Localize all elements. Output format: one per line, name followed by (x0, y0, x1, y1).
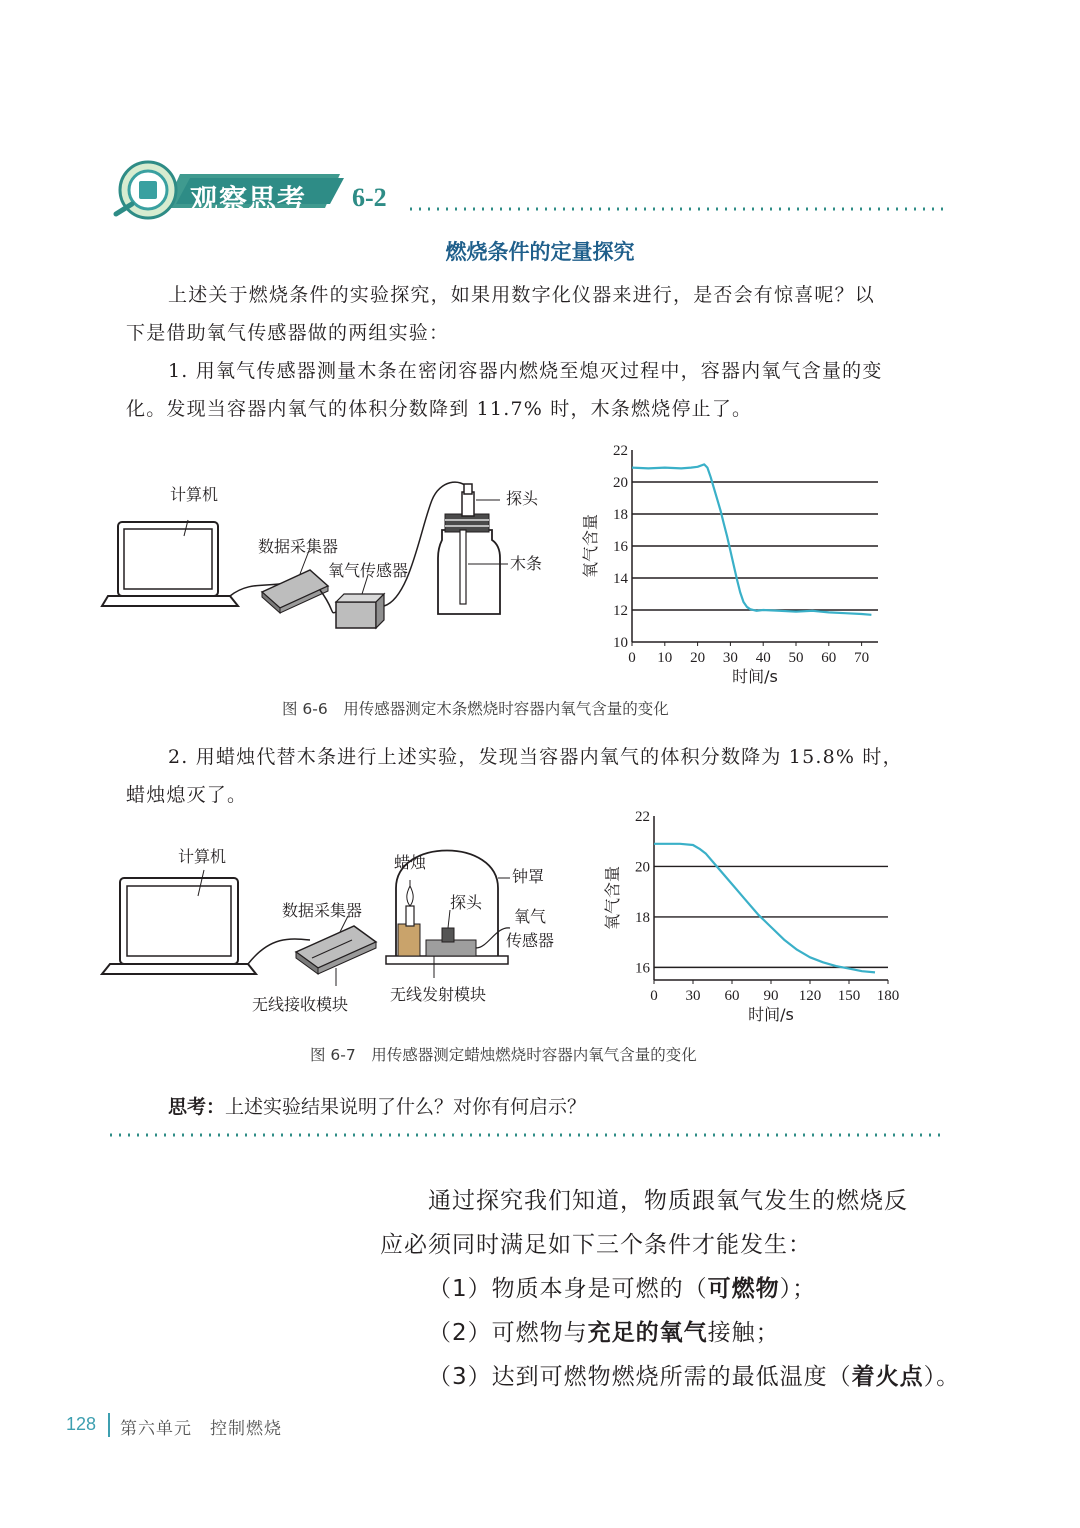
figure1-apparatus (100, 470, 570, 650)
label2-probe: 探头 (450, 893, 483, 912)
condition-3-pre: （3）达到可燃物燃烧所需的最低温度（ (428, 1364, 852, 1390)
chart2-x-tick-label: 180 (876, 988, 900, 1004)
exp2-line2: 蜡烛熄灭了。 (126, 784, 248, 806)
exp1-line1: 1. 用氧气传感器测量木条在密闭容器内燃烧至熄灭过程中，容器内氧气含量的变 (168, 360, 883, 382)
label2-candle: 蜡烛 (394, 853, 427, 872)
summary-line2: 应必须同时满足如下三个条件才能发生： (380, 1232, 812, 1258)
condition-2 (428, 1314, 780, 1347)
chart1-x-tick-label: 0 (628, 650, 636, 666)
section-divider (108, 1132, 942, 1138)
chart2-x-tick-label: 120 (798, 988, 822, 1004)
chart2-y-tick-label: 18 (635, 909, 650, 926)
label2-collector: 数据采集器 (282, 901, 363, 920)
condition-2-key: 充足的氧气 (587, 1320, 708, 1346)
banner-title: 观察思考 (190, 183, 307, 216)
intro-line2: 下是借助氧气传感器做的两组实验： (126, 322, 450, 344)
condition-1-post: ）； (779, 1276, 817, 1302)
exp1-line2: 化。发现当容器内氧气的体积分数降到 11.7% 时，木条燃烧停止了。 (126, 398, 753, 420)
intro-line1: 上述关于燃烧条件的实验探究，如果用数字化仪器来进行，是否会有惊喜呢？以 (168, 284, 876, 306)
chart2-x-tick-label: 90 (763, 988, 779, 1004)
footer-unit: 第六单元 控制燃烧 (120, 1419, 282, 1439)
label2-transmitter: 无线发射模块 (390, 985, 487, 1004)
condition-2-pre: （2）可燃物与 (428, 1320, 588, 1346)
chart1-y-tick-label: 22 (613, 443, 628, 459)
chart2-series-line (654, 844, 875, 973)
summary-line1: 通过探究我们知道，物质跟氧气发生的燃烧反 (428, 1188, 908, 1214)
page-number: 128 (66, 1414, 97, 1434)
chart2-x-tick-label: 30 (685, 988, 701, 1004)
label2-computer: 计算机 (178, 847, 227, 866)
chart1-y-tick-label: 10 (613, 635, 628, 651)
chart1-y-tick-label: 18 (613, 507, 628, 523)
chart1-y-tick-label: 16 (613, 539, 628, 555)
condition-2-post: 接触； (707, 1320, 780, 1346)
chart2-x-tick-label: 0 (650, 988, 658, 1004)
label-stick: 木条 (510, 554, 543, 573)
chart1-y-tick-label: 12 (613, 603, 628, 619)
chart1-x-tick-label: 60 (821, 650, 837, 666)
figure2-caption: 图 6-7 用传感器测定蜡烛燃烧时容器内氧气含量的变化 (310, 1046, 697, 1064)
think-label: 思考： (168, 1096, 226, 1118)
chart-wood-oxygen (572, 438, 892, 688)
label2-sensor1: 氧气 (514, 907, 547, 926)
chart1-x-tick-label: 30 (722, 650, 738, 666)
label-sensor: 氧气传感器 (328, 561, 409, 580)
chart-candle-oxygen (592, 802, 912, 1034)
chart2-x-tick-label: 150 (837, 988, 861, 1004)
condition-3-key: 着火点 (851, 1364, 924, 1390)
label-collector: 数据采集器 (258, 537, 339, 556)
label2-sensor2: 传感器 (506, 931, 555, 950)
chart1-x-label: 时间/s (732, 667, 778, 686)
chart2-x-label: 时间/s (748, 1005, 794, 1024)
label-probe: 探头 (506, 489, 539, 508)
condition-1 (428, 1270, 816, 1303)
chart2-y-tick-label: 22 (635, 809, 650, 825)
label-computer: 计算机 (170, 485, 219, 504)
chart1-y-tick-label: 14 (613, 571, 628, 587)
exp2-line1: 2. 用蜡烛代替木条进行上述实验，发现当容器内氧气的体积分数降为 15.8% 时， (168, 746, 903, 768)
chart1-y-tick-label: 20 (613, 475, 628, 491)
chart2-y-tick-label: 16 (635, 960, 650, 977)
chart1-series-line (632, 464, 871, 614)
footer-divider (108, 1413, 110, 1437)
chart1-x-tick-label: 10 (657, 650, 673, 666)
chart2-y-label: 氧气含量 (603, 865, 622, 931)
chart1-x-tick-label: 40 (755, 650, 771, 666)
condition-1-pre: （1）物质本身是可燃的（ (428, 1276, 708, 1302)
think-question (168, 1092, 586, 1119)
chart1-x-tick-label: 50 (788, 650, 804, 666)
figure2-apparatus (100, 828, 580, 1028)
condition-3-post: ）。 (923, 1364, 961, 1390)
chart1-x-tick-label: 20 (690, 650, 706, 666)
condition-3 (428, 1358, 960, 1391)
chart1-x-tick-label: 70 (854, 650, 870, 666)
section-title: 燃烧条件的定量探究 (445, 239, 635, 264)
banner-number: 6-2 (352, 183, 387, 212)
chart2-x-tick-label: 60 (724, 988, 740, 1004)
chart1-y-label: 氧气含量 (581, 513, 600, 579)
think-text: 上述实验结果说明了什么？对你有何启示？ (225, 1096, 587, 1118)
label2-bell: 钟罩 (512, 867, 545, 886)
label2-receiver: 无线接收模块 (252, 995, 349, 1014)
condition-1-key: 可燃物 (707, 1276, 780, 1302)
chart2-y-tick-label: 20 (635, 859, 650, 876)
figure1-caption: 图 6-6 用传感器测定木条燃烧时容器内氧气含量的变化 (282, 700, 669, 718)
